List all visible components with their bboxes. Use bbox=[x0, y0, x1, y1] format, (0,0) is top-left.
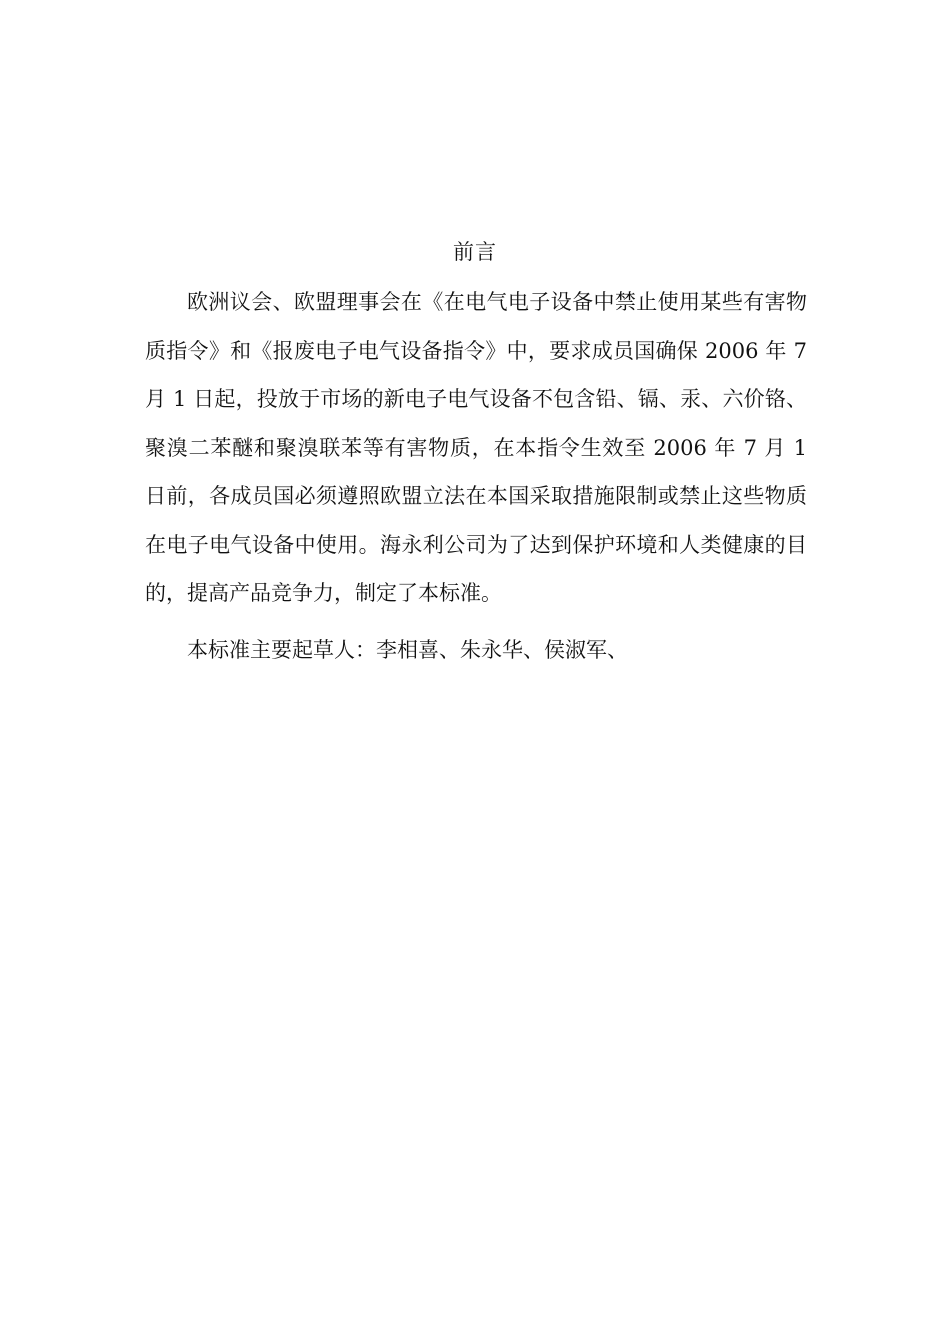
drafters-paragraph: 本标准主要起草人：李相喜、朱永华、侯淑军、 bbox=[187, 638, 628, 662]
page-title: 前言 bbox=[453, 240, 497, 264]
preface-paragraph: 欧洲议会、欧盟理事会在《在电气电子设备中禁止使用某些有害物质指令》和《报废电子电气设备指令》中，要求成员国确保 2006 年 7 月 1 日起，投放于市场的新电子电气设备不包含铅、镉、汞、六价铬、聚溴二苯醚和聚溴联苯等有害物质，在本指令生效至 2006 年 7 月 1 日前，各成员国必须遵照欧盟立法在本国采取措施限制或禁止这些物质在电子电气设备中使用。海永利公司为了达到保护环境和人类健康的目的，提高产品竞争力，制定了本标准。 bbox=[145, 290, 807, 605]
